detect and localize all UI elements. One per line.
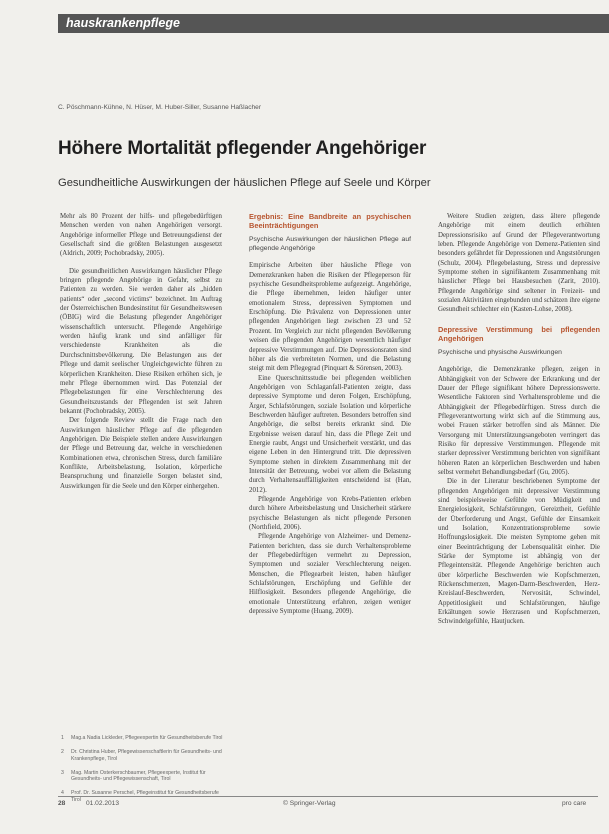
paragraph: Der folgende Review stellt die Frage nach den Auswirkungen häuslicher Pflege auf die pflegenden Angehörigen. Die Beispiele stellen andere Auswirkungen der Pflege und Betreuung dar, welche in verschiedenen Kombinationen etwa, chronischen Stress, durch familiäre Konflikte, Arbeitsbelastung, Isolation, körperliche Beanspruchung und finanzielle Sorgen belastet sind, Auswirkungen für die Seele und den Körper einhergehen. <box>60 417 222 490</box>
footnote-mark: 3 <box>61 769 64 776</box>
footer-rule <box>58 796 598 797</box>
footnote-text: Prof. Dr. Susanne Perschel, Pflegeinstitut für Gesundheitsberufe Tirol <box>71 790 219 803</box>
article-authors: C. Pöschmann-Kühne, N. Hüser, M. Huber-Siller, Susanne Haßlacher <box>58 104 262 111</box>
author-footnotes <box>58 735 228 811</box>
journal-name: pro care <box>562 800 587 807</box>
paragraph: Empirische Arbeiten über häusliche Pflege von Demenzkranken haben die Risiken der Pflegeperson für psychische Gesundheitsprobleme aufgezeigt. Angehörige, die Pflege übernehmen, leiden häufiger unter emotionalem Stress, depressiven Symptomen und Erschöpfung. Die Prävalenz von Depressionen unter pflegenden Angehörigen liegt zwischen 23 und 52 Prozent. Im Vergleich zur nicht pflegenden Bevölkerung weisen die pflegenden Angehörigen wesentlich häufiger depressive Verstimmungen auf. Die Depressionsraten sind höher als die verbreiteten Normen, und die Belastung steigt mit dem Pflegegrad (Pinquart & Sörensen, 2003). <box>249 262 411 373</box>
paragraph: Pflegende Angehörige von Alzheimer- und Demenz-Patienten berichten, dass sie durch Verhaltensprobleme der Pflegebedürftigen vermehrt zu Depression, Symptomen und sozialer Verschlechterung neigen. Menschen, die Pflegearbeit leisten, haben häufiger Schlafstörungen, Erschöpfung und Gefühle der Hilflosigkeit. Besonders pflegende Angehörige, die emotionale Unterstützung erfahren, zeigen weniger depressive Symptome (Huang, 2009). <box>249 533 411 616</box>
footnote <box>58 770 228 783</box>
footnote-text: Mag.a Nadia Lickleder, Pflegeexpertin für Gesundheitsberufe Tirol <box>71 735 223 741</box>
section-banner: hauskrankenpflege <box>58 14 609 33</box>
paragraph: Die in der Literatur beschriebenen Symptome der pflegenden Angehörigen mit depressiver Verstimmung sind beispielsweise Gefühle von Müdigkeit und Energielosigkeit, Schlafstörungen, Gereiztheit, Gefühle der Überforderung und Angst, Gefühle der Einsamkeit und Isolation, Konzentrationsprobleme sowie Hoffnungslosigkeit. Die meisten Symptome gehen mit einer Beeinträchtigung der Lebensqualität einher. Die Stärke der Symptome ist abhängig von der Pflegeintensität. Pflegende Angehörige berichten auch über körperliche Beschwerden wie Kopfschmerzen, Rückenschmerzen, Magen-Darm-Beschwerden, Herz-Kreislauf-Beschwerden, Nervosität, Schwindel, Appetitlosigkeit und Schlafstörungen, häufige Erkältungen sowie Herzrasen und Kopfschmerzen, Schwindelgefühle, Hautjucken. <box>438 478 600 626</box>
article-subtitle: Gesundheitliche Auswirkungen der häuslichen Pflege auf Seele und Körper <box>58 177 431 189</box>
section-subheading: Psychische und physische Auswirkungen <box>438 349 562 357</box>
article-title: Höhere Mortalität pflegender Angehöriger <box>58 138 427 159</box>
paragraph: Mehr als 80 Prozent der hilfs- und pflegebedürftigen Menschen werden von nahen Angehörigen versorgt. Angehörige informeller Pflege und Betreuungsdienst der Gesellschaft sind die größten Belastungen ausgesetzt (Aldrich, 2009; Pochobradsky, 2005). <box>60 213 222 258</box>
footnote-text: Dr. Christina Huber, Pflegewissenschaftlerin für Gesundheits- und Krankenpflege, Tirol <box>71 749 222 762</box>
footnote-mark: 2 <box>61 749 64 756</box>
paragraph: Eine Querschnittsstudie bei pflegenden weiblichen Angehörigen von Schlaganfall-Patienten zeigte, dass depressive Symptome und deren Folgen, Erschöpfung, Ärger, Schlafstörungen, soziale Isolation und körperliche Beschwerden häufiger auftreten. Besonders betroffen sind Angehörige, die selbst bereits erkrankt sind. Die Ergebnisse weisen darauf hin, dass die Pflege Zeit und Energie raubt, Angst und Unsicherheit verstärkt, und das eigene Leben in den Hintergrund tritt. Die depressiven Symptome stehen in direktem Zusammenhang mit der Intensität der Betreuung, wobei vor allem die Belastung durch Verhaltensauffälligkeiten entscheidend ist (Han, 2012). <box>249 374 411 494</box>
paragraph: Pflegende Angehörige von Krebs-Patienten erleben durch höhere Arbeitsbelastung und Unsicherheit stärkere psychische Belastungen als nicht pflegende Personen (Northfield, 2006). <box>249 496 411 532</box>
text-column-3 <box>438 212 600 834</box>
section-heading: Depressive Verstimmung bei pflegenden Angehörigen <box>438 324 600 343</box>
text-column-2 <box>249 212 411 834</box>
paragraph: Angehörige, die Demenzkranke pflegen, zeigen in Abhängigkeit von der Schwere der Erkrankung und der Dauer der Pflege signifikant höhere Depressionswerte. Wesentliche Faktoren sind Verhaltensprobleme und die Abhängigkeit der Pflegebedürftigen. Stress durch die Pflegeverantwortung wirkt sich auf die Stimmung aus, wobei Frauen stärker betroffen sind als Männer. Die Versorgung mit Unterstützungsangeboten verringert das Risiko für depressive Verstimmungen. Pflegende mit starker depressiver Verstimmung berichten von signifikant höheren Raten an körperlichen Beschwerden und haben selbst vermehrt Behandlungsbedarf (Gu, 2005). <box>438 366 600 476</box>
publisher: © Springer-Verlag <box>283 800 336 807</box>
paragraph: Die gesundheitlichen Auswirkungen häuslicher Pflege bringen pflegende Angehörige in Gefahr, selbst zu Patienten zu werden. Sie werden daher als „hidden patients“ oder „second victims“ bezeichnet. Im Auftrag der Österreichischen Bundesinstitut für Gesundheitswesen (ÖBIG) wird die Belastung pflegender Angehöriger wissenschaftlich untersucht. Pflegende Angehörige werden häufig krank und sind anfälliger für verschiedenste Krankheiten als die Durchschnittsbevölkerung. Die Belastungen aus der Pflege und damit seelischer Ungleichgewichte führen zu körperlichen Krankheiten. Diese Risiken erhöhen sich, je mehr Pflege übernommen wird. Das Potenzial der Pflegebelastungen für eine Verschlechterung des Gesundheitszustands der Pflegenden ist seit Jahren bekannt (Pochobradsky, 2005). <box>60 267 222 415</box>
issue-date: 01.02.2013 <box>86 800 120 807</box>
paragraph: Weitere Studien zeigten, dass ältere pflegende Angehörige mit einem deutlich erhöhten Depressionsrisiko auf Grund der Pflegeverantwortung leben. Pflegende Angehörige von Demenz-Patienten sind besonders gefährdet für Depressionen und Angststörungen (Schulz, 2004). Pflegebelastung, Stress und depressive Symptome stehen in signifikantem Zusammenhang mit häuslicher Pflege bei Hausbesuchen (Zarit, 2010). Pflegende Angehörige sind seltener in Freizeit- und sozialen Aktivitäten eingebunden und schätzen ihre eigene Gesundheit schlechter ein (Kasten-Lohse, 2008). <box>438 213 600 314</box>
footnote-mark: 4 <box>61 790 64 797</box>
footnote <box>58 735 228 741</box>
section-subheading: Psychische Auswirkungen der häuslichen Pflege auf pflegende Angehörige <box>249 236 411 253</box>
text-column-1 <box>60 212 222 674</box>
footnote <box>58 749 228 762</box>
footnote-text: Mag. Martin Osterkerschbaumer, Pflegeexperte, Institut für Gesundheits- und Pflegewissenschaft, Tirol <box>71 769 206 783</box>
footnote-mark: 1 <box>61 735 64 741</box>
section-heading: Ergebnis: Eine Bandbreite an psychischen Beeinträchtigungen <box>249 212 411 231</box>
page-number: 28 <box>58 800 66 807</box>
